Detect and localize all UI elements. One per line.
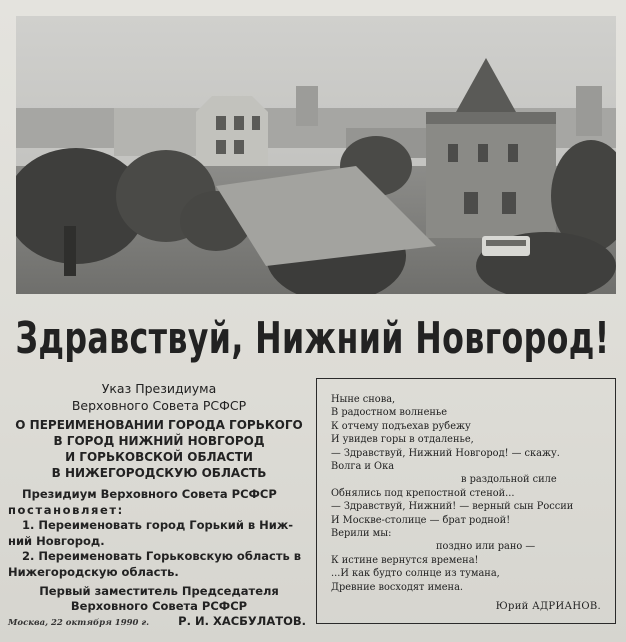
decree-body-line: 1. Переименовать город Горький в Ниж-	[22, 518, 294, 532]
decree-heading-line: И ГОРЬКОВСКОЙ ОБЛАСТИ	[65, 450, 253, 464]
poem-line: Верили мы:	[331, 528, 392, 540]
decree-body-line: 2. Переименовать Горьковскую область в	[22, 549, 302, 563]
poem-line: К отчему подъехав рубежу	[331, 420, 471, 432]
poem-author: Юрий АДРИАНОВ.	[495, 600, 601, 612]
decree-heading	[8, 417, 310, 481]
poem-line: И Москве-столице — брат родной!	[331, 514, 511, 526]
decree-heading-line: О ПЕРЕИМЕНОВАНИИ ГОРОДА ГОРЬКОГО	[15, 418, 303, 432]
decree-footer	[8, 614, 310, 631]
poem-line: Обнялись под крепостной стеной...	[331, 487, 515, 499]
poem-line: И увидев горы в отдаленье,	[331, 434, 474, 446]
signer-name: Р. И. ХАСБУЛАТОВ.	[178, 614, 306, 628]
signature-title-line: Верховного Совета РСФСР	[70, 599, 248, 613]
decree-body	[8, 487, 310, 580]
decree-body-line: Президиум Верховного Совета РСФСР	[22, 487, 277, 501]
poem-line: — Здравствуй, Нижний! — верный сын России	[331, 501, 574, 513]
poem-line: Волга и Ока	[331, 461, 395, 473]
poem-line: поздно или рано —	[436, 541, 536, 553]
poem-line: Ныне снова,	[331, 394, 396, 405]
poem-line: Древние восходят имена.	[331, 581, 464, 593]
decree-heading-line: В НИЖЕГОРОДСКУЮ ОБЛАСТЬ	[51, 466, 267, 480]
decree-body-line: постановляет:	[8, 502, 124, 517]
poem-line: — Здравствуй, Нижний Новгород! — скажу.	[331, 447, 560, 459]
headline	[0, 302, 626, 374]
poem-line: В радостном волненье	[331, 407, 448, 419]
signature-title-line: Первый заместитель Председателя	[39, 584, 279, 598]
decree-body-line: Нижегородскую область.	[8, 564, 179, 579]
decree-title-line: Указ Президиума	[101, 381, 217, 396]
decree-title	[8, 380, 310, 414]
city-photo	[16, 16, 616, 294]
poem-line: ...И как будто солнце из тумана,	[331, 568, 500, 580]
decree-signature-block	[8, 584, 310, 631]
decree-date: Москва, 22 октября 1990 г.	[8, 618, 150, 628]
decree-column	[8, 380, 310, 635]
headline-text: Здравствуй, Нижний Новгород!	[15, 312, 611, 364]
decree-title-line: Верховного Совета РСФСР	[71, 398, 247, 413]
decree-body-line: ний Новгород.	[8, 533, 105, 548]
poem-line: К истине вернутся времена!	[331, 554, 479, 566]
poem-box	[316, 378, 616, 624]
poem-line: в раздольной силе	[461, 474, 557, 486]
kremlin-photo-illustration	[16, 16, 616, 294]
decree-heading-line: В ГОРОД НИЖНИЙ НОВГОРОД	[53, 434, 265, 448]
